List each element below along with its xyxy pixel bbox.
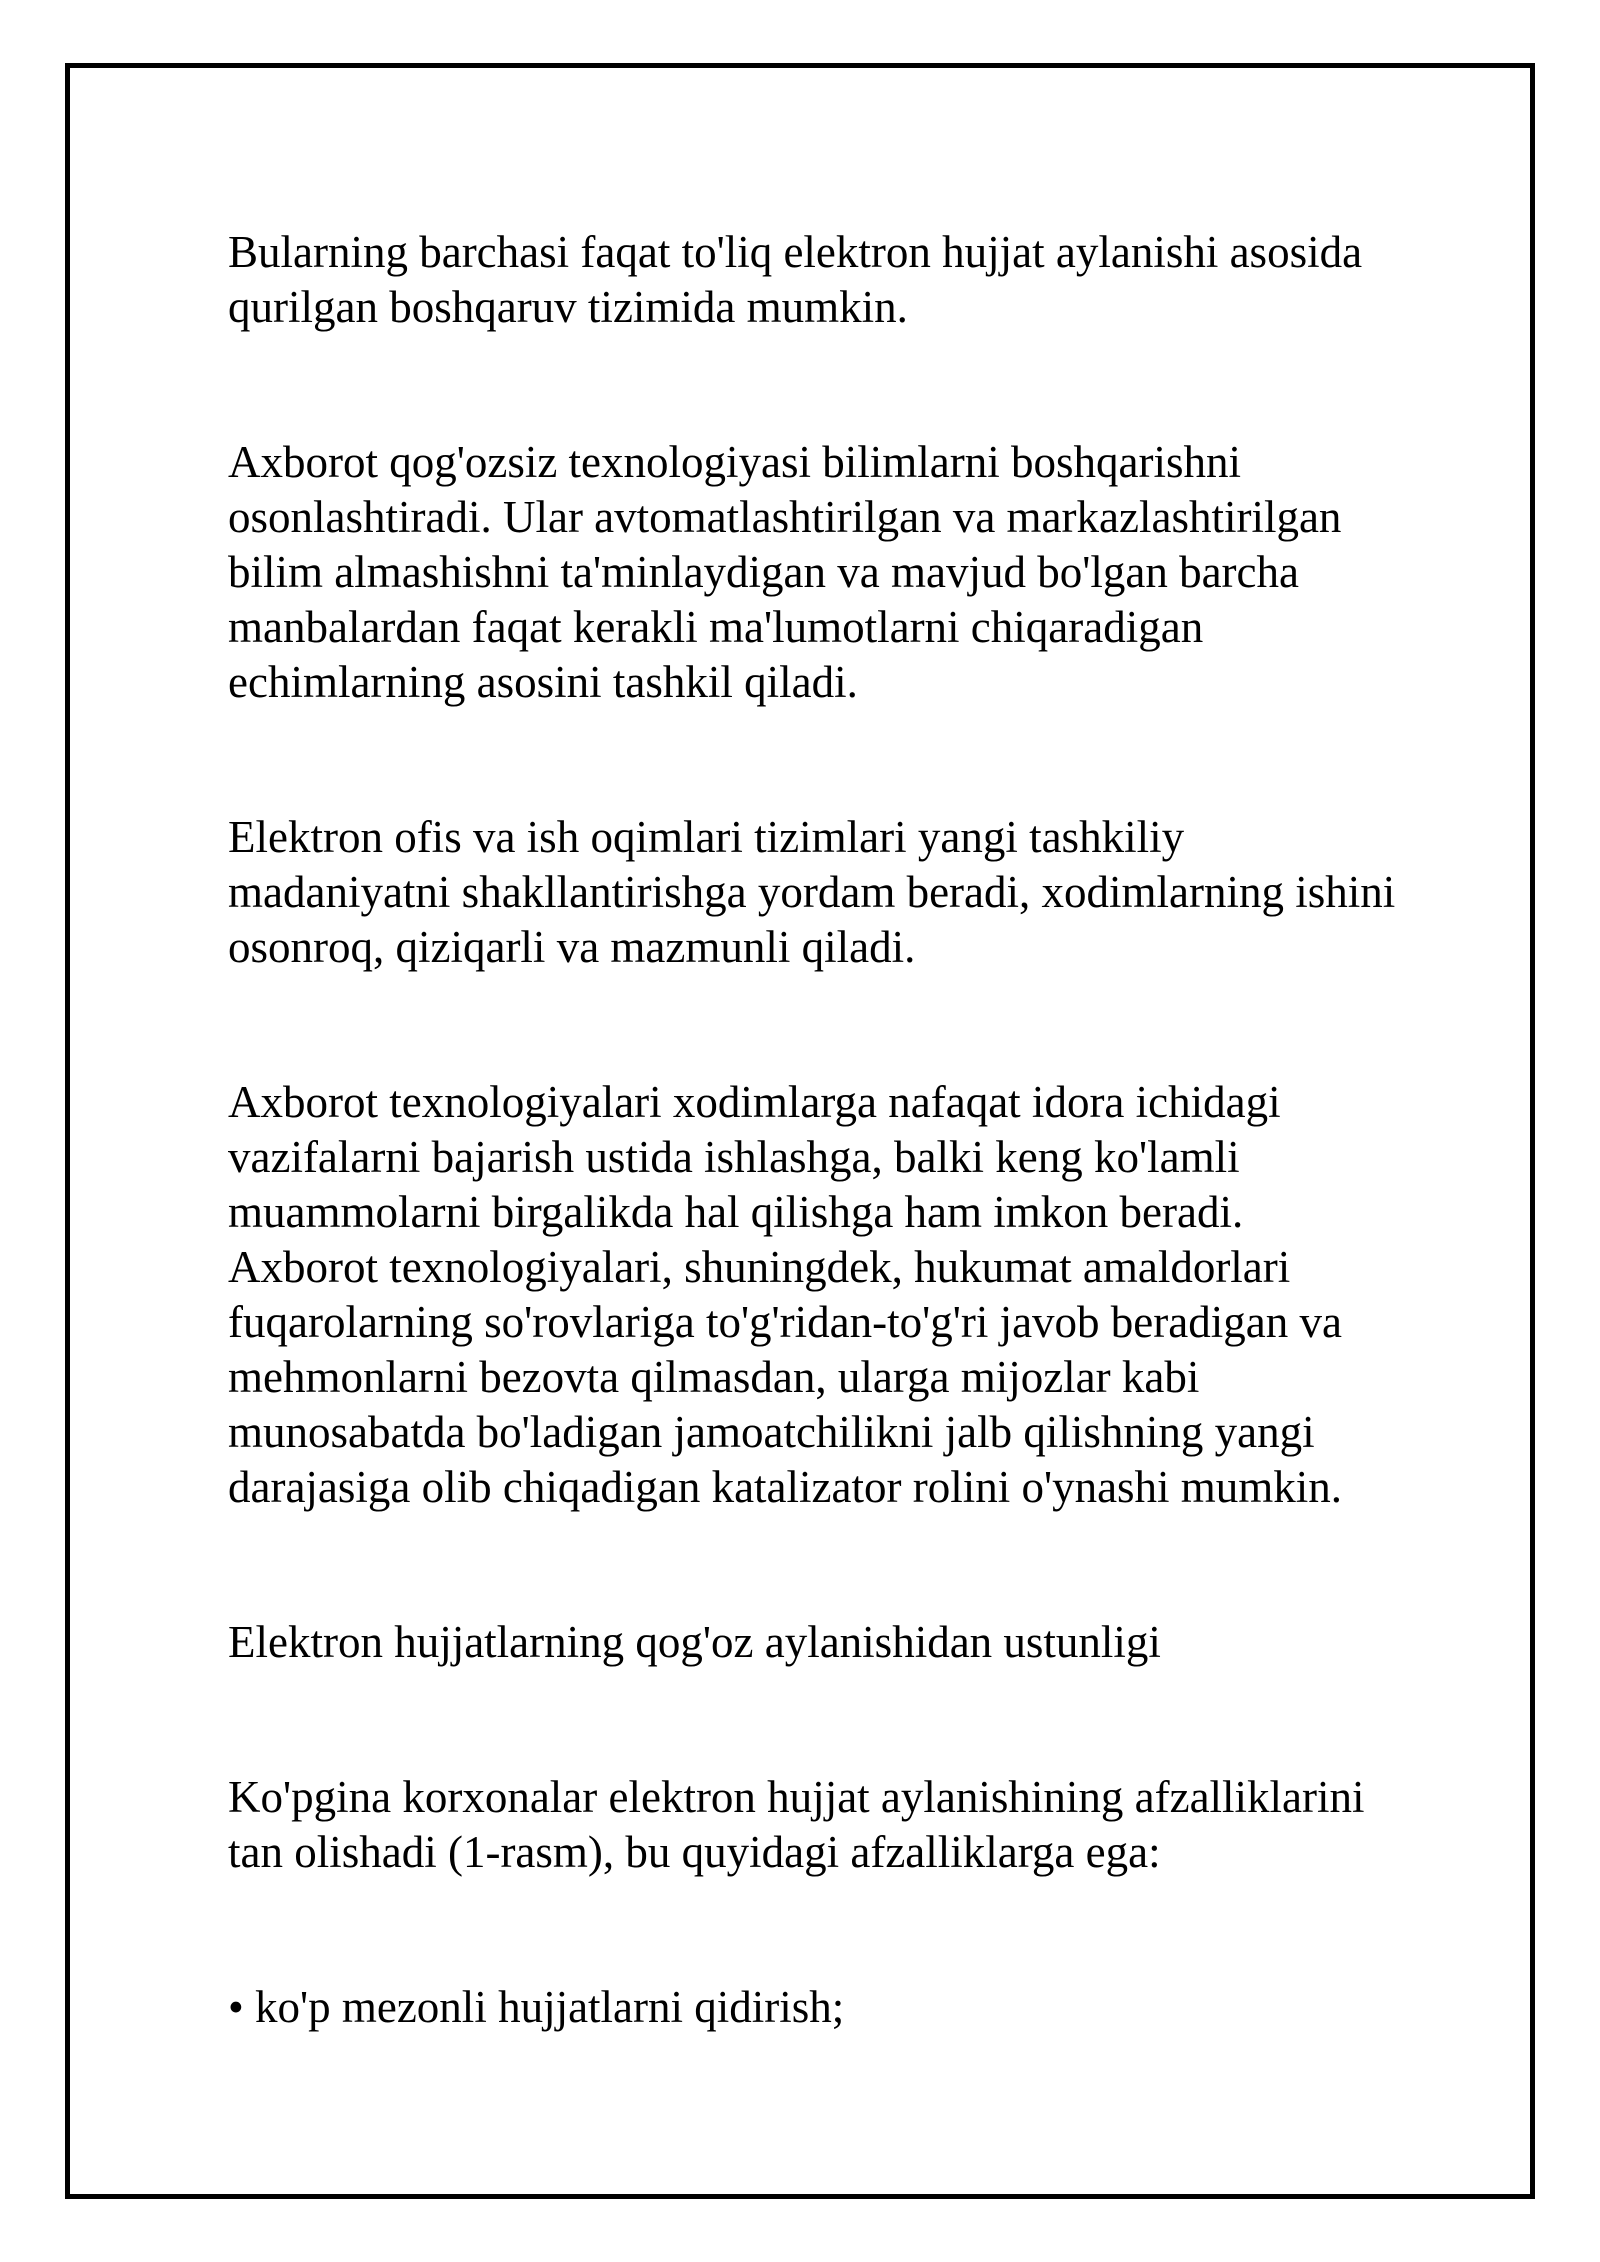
paragraph-1: Bularning barchasi faqat to'liq elektron hujjat aylanishi asosida qurilgan boshqaruv tizimida mumkin. [228,227,1363,332]
bullet-item: • ko'p mezonli hujjatlarni qidirish; [228,1982,845,2032]
section-heading: Elektron hujjatlarning qog'oz aylanishidan ustunligi [228,1617,1161,1667]
paragraph-4: Axborot texnologiyalari xodimlarga nafaqat idora ichidagi vazifalarni bajarish ustida ishlashga, balki keng ko'lamli muammolarni birgalikda hal qilishga ham imkon beradi. Axborot texnologiyalari, shuningdek, hukumat amaldorlari fuqarolarning so'rovlariga to'g'ridan-to'g'ri javob beradigan va mehmonlarni bezovta qilmasdan, ularga mijozlar kabi munosabatda bo'ladigan jamoatchilikni jalb qilishning yangi darajasiga olib chiqadigan katalizator rolini o'ynashi mumkin. [228,1077,1343,1512]
paragraph-3: Elektron ofis va ish oqimlari tizimlari yangi tashkiliy madaniyatni shakllantirishga yordam beradi, xodimlarning ishini osonroq, qiziqarli va mazmunli qiladi. [228,812,1396,972]
document-body [228,225,1508,2035]
paragraph-6: Ko'pgina korxonalar elektron hujjat aylanishining afzalliklarini tan olishadi (1-rasm), bu quyidagi afzalliklarga ega: [228,1772,1365,1877]
paragraph-2: Axborot qog'ozsiz texnologiyasi bilimlarni boshqarishni osonlashtiradi. Ular avtomatlashtirilgan va markazlashtirilgan bilim almashishni ta'minlaydigan va mavjud bo'lgan barcha manbalardan faqat kerakli ma'lumotlarni chiqaradigan echimlarning asosini tashkil qiladi. [228,437,1342,707]
